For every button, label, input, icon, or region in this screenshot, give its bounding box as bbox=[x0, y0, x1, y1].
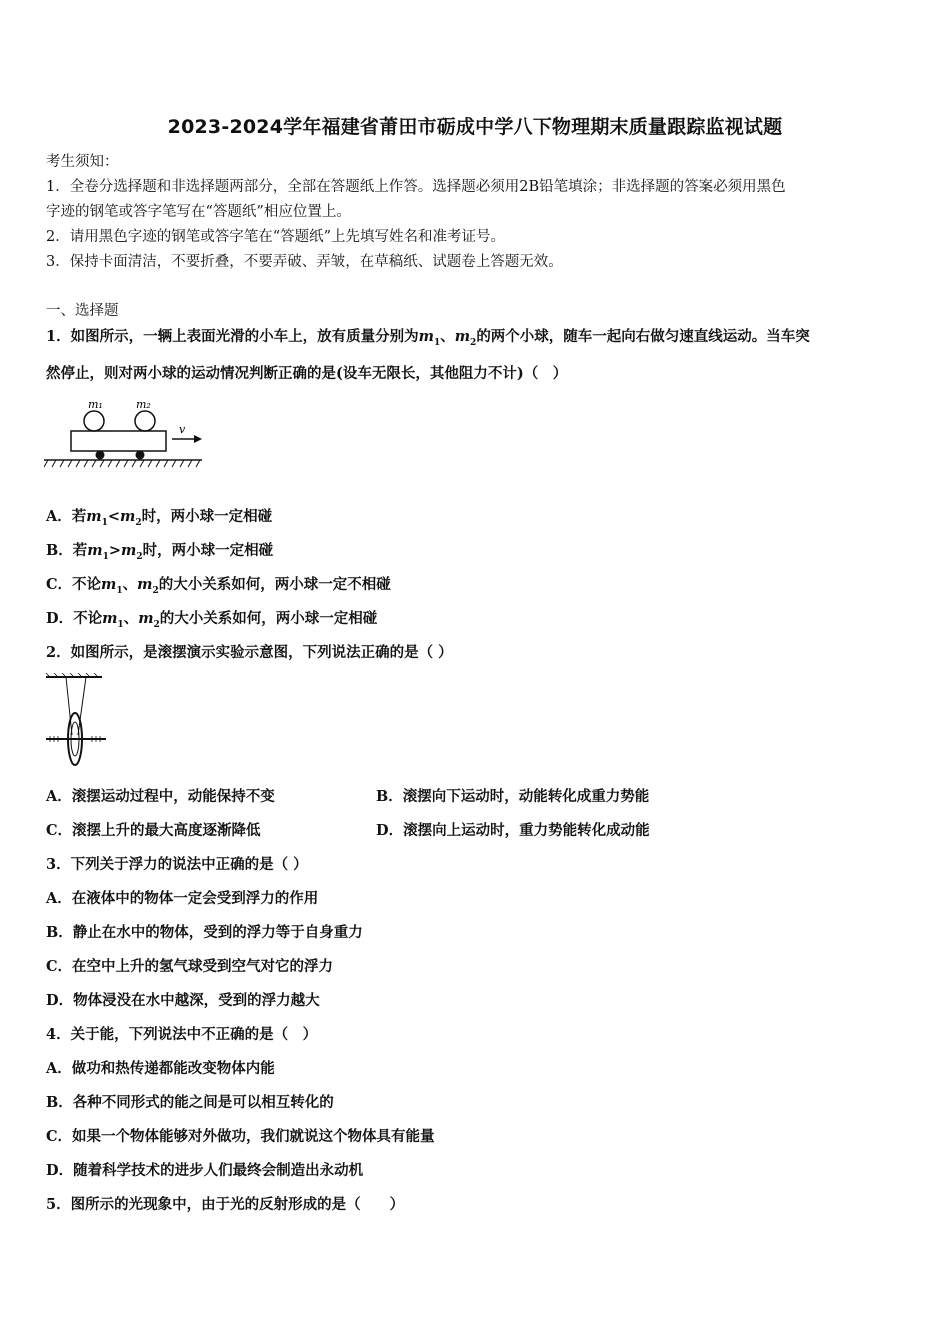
q5-stem: 5．图所示的光现象中，由于光的反射形成的是（ ） bbox=[46, 1196, 405, 1213]
notice-item: 3．保持卡面清洁，不要折叠，不要弄破、弄皱，在草稿纸、试题卷上答题无效。 bbox=[46, 254, 563, 270]
subscript: 2 bbox=[152, 585, 159, 596]
q4-option-a: A．做功和热传递都能改变物体内能 bbox=[46, 1060, 275, 1077]
q3-option-d: D．物体浸没在水中越深，受到的浮力越大 bbox=[46, 992, 320, 1009]
subscript: 1 bbox=[117, 619, 124, 630]
q1-stem-line1 bbox=[46, 327, 810, 353]
q4-option-d: D．随着科学技术的进步人们最终会制造出永动机 bbox=[46, 1162, 364, 1179]
q1-stem-part: 的两个小球，随车一起向右做匀速直线运动。当车突 bbox=[476, 328, 810, 345]
relation: > bbox=[108, 542, 122, 559]
notice-heading: 考生须知： bbox=[46, 154, 119, 170]
option-suffix: 时，两小球一定相碰 bbox=[141, 508, 273, 525]
q2-option-b: B．滚摆向下运动时，动能转化成重力势能 bbox=[376, 788, 650, 805]
page-title: 2023-2024学年福建省莆田市砺成中学八下物理期末质量跟踪监视试题 bbox=[167, 116, 783, 138]
option-suffix: 时，两小球一定相碰 bbox=[142, 542, 274, 559]
q1-stem-line2: 然停止，则对两小球的运动情况判断正确的是(设车无限长，其他阻力不计)（ ） bbox=[46, 365, 568, 382]
separator: 、 bbox=[440, 328, 455, 345]
cart-wheel bbox=[96, 451, 105, 460]
subscript: 2 bbox=[135, 517, 142, 528]
q3-option-b: B．静止在水中的物体，受到的浮力等于自身重力 bbox=[46, 924, 363, 941]
mass-symbol: m bbox=[121, 542, 137, 559]
mass-symbol: m bbox=[454, 328, 471, 345]
option-prefix: C．不论 bbox=[46, 576, 102, 593]
relation: < bbox=[107, 508, 121, 525]
velocity-arrow-head bbox=[194, 435, 202, 443]
option-prefix: A．若 bbox=[46, 508, 87, 525]
mass-symbol: m bbox=[137, 576, 153, 593]
option-prefix: D．不论 bbox=[46, 610, 103, 627]
cart-wheel bbox=[136, 451, 145, 460]
q4-stem: 4．关于能，下列说法中不正确的是（ ） bbox=[46, 1026, 318, 1043]
q2-option-d: D．滚摆向上运动时，重力势能转化成动能 bbox=[376, 822, 650, 839]
separator: 、 bbox=[122, 576, 138, 593]
notice-item: 1．全卷分选择题和非选择题两部分，全部在答题纸上作答。选择题必须用2B铅笔填涂；非选择题的答案必须用黑色 bbox=[46, 179, 786, 195]
q3-option-a: A．在液体中的物体一定会受到浮力的作用 bbox=[46, 890, 319, 907]
subscript: 1 bbox=[101, 517, 108, 528]
ball-m2 bbox=[135, 411, 155, 431]
m2-label: m₂ bbox=[136, 398, 151, 411]
subscript: 1 bbox=[102, 551, 109, 562]
q1-option-b bbox=[46, 541, 273, 567]
cart-figure bbox=[44, 392, 208, 470]
mass-symbol: m bbox=[101, 576, 117, 593]
subscript: 1 bbox=[116, 585, 123, 596]
mass-symbol: m bbox=[102, 610, 118, 627]
option-suffix: 的大小关系如何，两小球一定不相碰 bbox=[158, 576, 391, 593]
q4-option-c: C．如果一个物体能够对外做功，我们就说这个物体具有能量 bbox=[46, 1128, 435, 1145]
q1-option-a bbox=[46, 507, 272, 533]
q2-stem: 2．如图所示，是滚摆演示实验示意图，下列说法正确的是（ ） bbox=[46, 644, 453, 661]
subscript: 2 bbox=[470, 337, 477, 348]
mass-symbol: m bbox=[86, 508, 102, 525]
subscript: 2 bbox=[136, 551, 143, 562]
notice-item: 字迹的钢笔或答字笔写在“答题纸”相应位置上。 bbox=[46, 204, 351, 220]
q1-option-c bbox=[46, 575, 391, 601]
q2-option-a: A．滚摆运动过程中，动能保持不变 bbox=[46, 788, 275, 805]
mass-symbol: m bbox=[418, 328, 434, 345]
subscript: 2 bbox=[153, 619, 160, 630]
maxwell-pendulum-figure bbox=[44, 673, 110, 773]
mass-symbol: m bbox=[138, 610, 154, 627]
q4-option-b: B．各种不同形式的能之间是可以相互转化的 bbox=[46, 1094, 334, 1111]
cart-body bbox=[71, 431, 166, 451]
separator: 、 bbox=[123, 610, 139, 627]
option-prefix: B．若 bbox=[46, 542, 88, 559]
q3-option-c: C．在空中上升的氢气球受到空气对它的浮力 bbox=[46, 958, 334, 975]
q3-stem: 3．下列关于浮力的说法中正确的是（ ） bbox=[46, 856, 308, 873]
q2-option-c: C．滚摆上升的最大高度逐渐降低 bbox=[46, 822, 261, 839]
notice-item: 2．请用黑色字迹的钢笔或答字笔在“答题纸”上先填写姓名和准考证号。 bbox=[46, 229, 506, 245]
subscript: 1 bbox=[433, 337, 441, 348]
mass-symbol: m bbox=[87, 542, 103, 559]
mass-symbol: m bbox=[120, 508, 136, 525]
m1-label: m₁ bbox=[88, 398, 103, 411]
velocity-label: v bbox=[179, 423, 186, 436]
option-suffix: 的大小关系如何，两小球一定相碰 bbox=[159, 610, 378, 627]
q1-stem-part: 1．如图所示，一辆上表面光滑的小车上，放有质量分别为 bbox=[46, 328, 419, 345]
q1-option-d bbox=[46, 609, 377, 635]
section-heading: 一、选择题 bbox=[46, 303, 119, 319]
ball-m1 bbox=[84, 411, 104, 431]
ground-hatching bbox=[44, 460, 200, 467]
